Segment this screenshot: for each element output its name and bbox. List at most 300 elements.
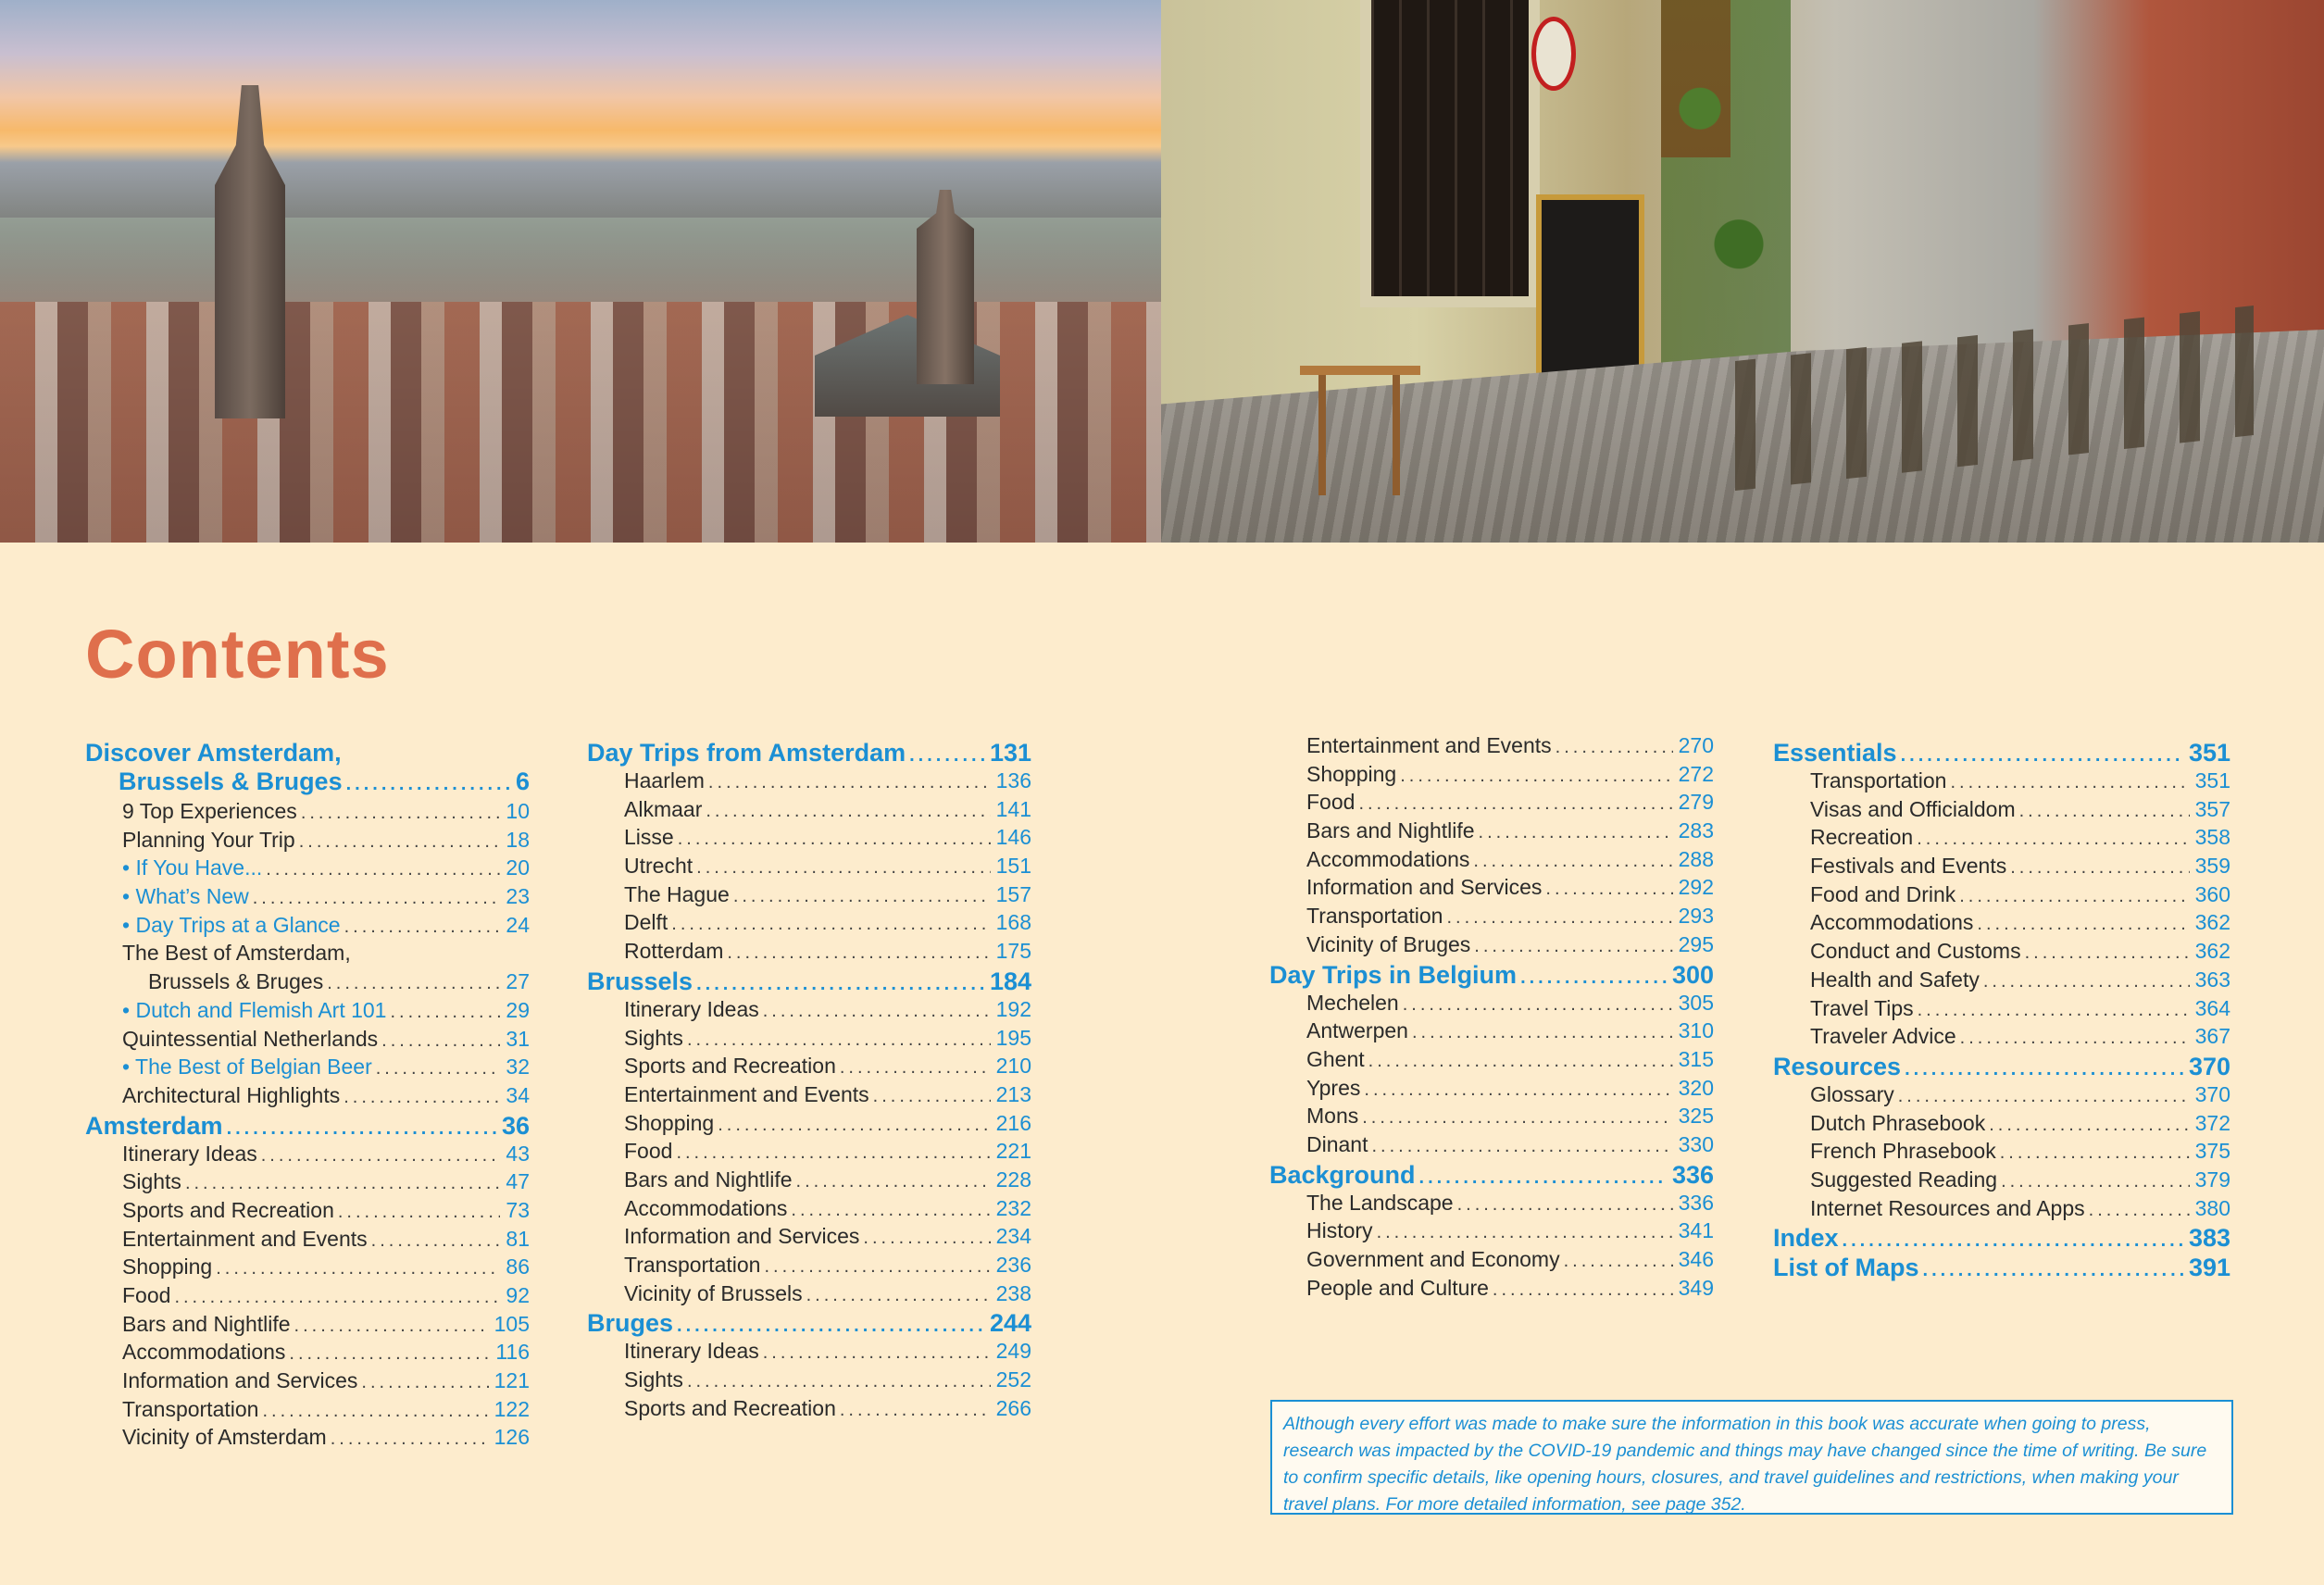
toc-entry[interactable] <box>1269 790 1714 818</box>
toc-entry-label: Alkmaar <box>624 796 703 821</box>
toc-entry-label: Itinerary Ideas <box>122 1141 257 1166</box>
toc-entry-label: Haarlem <box>624 768 705 792</box>
toc-entry[interactable] <box>85 1142 530 1170</box>
toc-entry[interactable] <box>1269 1104 1714 1132</box>
toc-entry-label: • The Best of Belgian Beer <box>122 1055 372 1080</box>
toc-page-number: 31 <box>506 1026 530 1051</box>
toc-entry[interactable] <box>85 941 530 969</box>
toc-entry[interactable] <box>1269 1191 1714 1219</box>
toc-entry-label: Mechelen <box>1306 990 1399 1015</box>
toc-entry-label: Food <box>1306 790 1356 815</box>
toc-page-number: 310 <box>1678 1018 1714 1043</box>
toc-entry-label: 9 Top Experiences <box>122 799 297 823</box>
toc-entry-label: Mons <box>1306 1104 1359 1129</box>
toc-entry[interactable] <box>85 969 530 998</box>
toc-entry-label: Sports and Recreation <box>624 1054 836 1079</box>
toc-entry[interactable] <box>85 1169 530 1198</box>
toc-page-number: 380 <box>2194 1195 2230 1220</box>
toc-page-number: 141 <box>995 796 1031 821</box>
toc-entry[interactable] <box>1269 1218 1714 1247</box>
toc-entry[interactable] <box>85 884 530 913</box>
toc-column-1 <box>85 739 530 1454</box>
toc-leader-dots <box>718 1115 990 1136</box>
toc-entry-label: Planning Your Trip <box>122 827 295 852</box>
toc-entry[interactable] <box>85 799 530 828</box>
toc-entry[interactable] <box>1269 847 1714 876</box>
toc-section-entry[interactable] <box>1773 739 2230 768</box>
photo-city-skyline <box>0 0 1161 543</box>
toc-entry[interactable] <box>85 1283 530 1312</box>
toc-entry[interactable] <box>587 1367 1031 1396</box>
toc-entry[interactable] <box>85 855 530 884</box>
toc-entry-label: Rotterdam <box>624 939 724 964</box>
toc-section-entry[interactable] <box>85 739 530 768</box>
toc-leader-dots <box>1923 1260 2183 1281</box>
toc-entry[interactable] <box>1269 1018 1714 1047</box>
toc-entry[interactable] <box>1773 967 2230 996</box>
toc-page-number: 293 <box>1678 904 1714 929</box>
toc-entry[interactable] <box>85 1055 530 1083</box>
toc-leader-dots <box>174 1287 500 1308</box>
toc-page-number: 216 <box>995 1110 1031 1135</box>
toc-leader-dots <box>708 772 991 793</box>
toc-entry[interactable] <box>85 1027 530 1055</box>
toc-page-number: 151 <box>995 854 1031 879</box>
toc-entry[interactable] <box>587 1253 1031 1281</box>
toc-page-number: 272 <box>1678 761 1714 786</box>
toc-entry-label: Background <box>1269 1160 1416 1189</box>
toc-leader-dots <box>1905 1059 2183 1080</box>
toc-entry[interactable] <box>1773 1024 2230 1053</box>
toc-leader-dots <box>301 803 501 824</box>
toc-entry-label: Transportation <box>624 1253 761 1277</box>
toc-section-entry[interactable] <box>1269 1161 1714 1191</box>
toc-entry[interactable] <box>85 1368 530 1397</box>
toc-entry[interactable] <box>1773 1111 2230 1140</box>
toc-entry[interactable] <box>587 825 1031 854</box>
toc-entry-label: Amsterdam <box>85 1111 223 1140</box>
toc-page-number: 357 <box>2194 796 2230 821</box>
toc-entry[interactable] <box>587 1196 1031 1225</box>
toc-leader-dots <box>331 1429 489 1450</box>
toc-entry-label: Vicinity of Bruges <box>1306 931 1471 956</box>
toc-page-number: 341 <box>1678 1218 1714 1243</box>
toc-page-number: 336 <box>1678 1190 1714 1215</box>
toc-entry-label: History <box>1306 1218 1373 1243</box>
toc-entry[interactable] <box>1773 939 2230 967</box>
toc-leader-dots <box>338 1202 501 1223</box>
toc-entry[interactable] <box>1269 904 1714 932</box>
toc-leader-dots <box>381 1030 500 1052</box>
toc-page-number: 300 <box>1671 960 1714 989</box>
toc-entry-label: Food and Drink <box>1810 881 1956 906</box>
toc-leader-dots <box>909 745 984 767</box>
toc-page-number: 92 <box>506 1283 530 1307</box>
toc-entry-label: Shopping <box>122 1254 213 1279</box>
toc-entry[interactable] <box>587 1139 1031 1167</box>
toc-leader-dots <box>1556 737 1673 758</box>
toc-page-number: 157 <box>995 881 1031 906</box>
toc-entry[interactable] <box>587 997 1031 1026</box>
toc-leader-dots <box>327 973 500 994</box>
toc-leader-dots <box>1918 1000 2190 1021</box>
toc-entry[interactable] <box>587 1054 1031 1082</box>
toc-entry[interactable] <box>587 797 1031 826</box>
toc-page-number: 221 <box>995 1139 1031 1164</box>
toc-leader-dots <box>185 1173 500 1194</box>
toc-entry-label: Information and Services <box>122 1368 358 1393</box>
toc-leader-dots <box>216 1258 500 1279</box>
toc-entry[interactable] <box>1773 882 2230 911</box>
toc-page-number: 270 <box>1678 733 1714 757</box>
toc-entry[interactable] <box>1773 825 2230 854</box>
toc-section-entry[interactable] <box>587 1309 1031 1339</box>
toc-leader-dots <box>1358 793 1672 815</box>
toc-leader-dots <box>2000 1142 2190 1164</box>
toc-page-number: 6 <box>515 768 530 795</box>
toc-page-number: 379 <box>2194 1167 2230 1192</box>
toc-leader-dots <box>727 942 990 964</box>
toc-entry-label: Health and Safety <box>1810 967 1980 992</box>
toc-page-number: 228 <box>995 1167 1031 1192</box>
toc-page-number: 34 <box>506 1082 530 1107</box>
toc-leader-dots <box>1843 1230 2183 1252</box>
toc-leader-dots <box>687 1030 991 1051</box>
toc-page-number: 43 <box>506 1141 530 1166</box>
toc-leader-dots <box>1457 1194 1673 1216</box>
toc-entry[interactable] <box>1269 1047 1714 1076</box>
toc-page-number: 122 <box>494 1396 530 1421</box>
toc-entry[interactable] <box>85 998 530 1027</box>
toc-page-number: 36 <box>501 1111 530 1140</box>
toc-entry-label: Bars and Nightlife <box>1306 818 1475 843</box>
toc-page-number: 358 <box>2194 825 2230 850</box>
toc-entry[interactable] <box>85 1083 530 1112</box>
toc-leader-dots <box>2001 1171 2190 1192</box>
toc-entry-label: Shopping <box>624 1110 715 1135</box>
toc-page-number: 370 <box>2188 1052 2230 1080</box>
toc-leader-dots <box>687 1371 991 1392</box>
toc-page-number: 10 <box>506 799 530 823</box>
toc-leader-dots <box>840 1057 991 1079</box>
toc-entry-label: Day Trips in Belgium <box>1269 960 1518 989</box>
toc-leader-dots <box>294 1316 489 1337</box>
toc-entry-label: Government and Economy <box>1306 1247 1560 1271</box>
toc-entry-label: Information and Services <box>624 1224 860 1249</box>
toc-entry[interactable] <box>587 1082 1031 1111</box>
toc-leader-dots <box>2019 801 2190 822</box>
toc-entry[interactable] <box>587 1111 1031 1140</box>
photo-rooftops <box>0 302 1161 543</box>
photo-bell-tower <box>215 85 285 418</box>
toc-leader-dots <box>1368 1051 1673 1072</box>
toc-page-number: 23 <box>506 884 530 909</box>
toc-entry[interactable] <box>587 910 1031 939</box>
toc-entry-label: Recreation <box>1810 825 1914 850</box>
toc-page-number: 370 <box>2194 1081 2230 1106</box>
toc-page-number: 32 <box>506 1055 530 1080</box>
toc-entry[interactable] <box>587 1167 1031 1196</box>
toc-page-number: 283 <box>1678 818 1714 843</box>
toc-page-number: 105 <box>494 1311 530 1336</box>
toc-entry[interactable] <box>85 1254 530 1283</box>
toc-entry[interactable] <box>1773 1196 2230 1225</box>
toc-page-number: 375 <box>2194 1139 2230 1164</box>
toc-entry-label: Utrecht <box>624 854 693 879</box>
toc-leader-dots <box>678 829 991 850</box>
toc-entry-label: Sports and Recreation <box>624 1395 836 1420</box>
toc-page-number: 210 <box>995 1054 1031 1079</box>
toc-entry-label: Travel Tips <box>1810 995 1914 1020</box>
toc-page-number: 252 <box>995 1367 1031 1392</box>
toc-page-number: 232 <box>995 1195 1031 1220</box>
toc-leader-dots <box>1977 914 2189 935</box>
toc-entry[interactable] <box>85 828 530 856</box>
toc-entry-label: Transportation <box>1306 904 1443 929</box>
toc-leader-dots <box>676 1142 990 1164</box>
toc-section-entry[interactable] <box>1773 1254 2230 1283</box>
toc-entry[interactable] <box>587 1339 1031 1367</box>
toc-leader-dots <box>1362 1107 1672 1129</box>
toc-entry[interactable] <box>1773 768 2230 797</box>
toc-entry[interactable] <box>1269 818 1714 847</box>
toc-entry[interactable] <box>587 854 1031 882</box>
toc-entry-label: The Best of Amsterdam, <box>122 941 351 966</box>
toc-entry[interactable] <box>1773 1167 2230 1196</box>
toc-entry[interactable] <box>85 913 530 942</box>
toc-entry[interactable] <box>587 1281 1031 1310</box>
toc-section-entry[interactable] <box>1773 1224 2230 1254</box>
toc-entry-label: Resources <box>1773 1052 1902 1080</box>
toc-leader-dots <box>253 888 501 909</box>
toc-entry[interactable] <box>85 1198 530 1227</box>
toc-entry-label: Accommodations <box>624 1195 788 1220</box>
toc-leader-dots <box>2025 942 2190 964</box>
toc-page-number: 175 <box>995 939 1031 964</box>
toc-leader-dots <box>1545 879 1672 900</box>
toc-leader-dots <box>806 1285 991 1306</box>
toc-entry[interactable] <box>1773 797 2230 826</box>
toc-leader-dots <box>1989 1115 2189 1136</box>
toc-page-number: 126 <box>494 1425 530 1450</box>
toc-entry[interactable] <box>1269 1076 1714 1105</box>
toc-entry[interactable] <box>1269 991 1714 1019</box>
toc-page-number: 288 <box>1678 846 1714 871</box>
toc-leader-dots <box>289 1343 490 1365</box>
toc-section-entry[interactable] <box>1269 961 1714 991</box>
toc-page-number: 367 <box>2194 1024 2230 1049</box>
toc-leader-dots <box>764 1256 990 1278</box>
toc-entry[interactable] <box>1269 1276 1714 1304</box>
toc-entry-label: Transportation <box>1810 768 1947 792</box>
toc-page-number: 184 <box>989 967 1031 995</box>
toc-entry[interactable] <box>587 768 1031 797</box>
photo-lamp <box>1531 17 1576 91</box>
toc-page-number: 195 <box>995 1025 1031 1050</box>
toc-entry-label: Quintessential Netherlands <box>122 1026 379 1051</box>
toc-page-number: 81 <box>506 1226 530 1251</box>
toc-entry-label: Architectural Highlights <box>122 1082 341 1107</box>
toc-entry-label: Internet Resources and Apps <box>1810 1195 2085 1220</box>
toc-page-number: 73 <box>506 1197 530 1222</box>
toc-page-number: 168 <box>995 910 1031 935</box>
toc-leader-dots <box>1403 994 1673 1016</box>
toc-leader-dots <box>706 801 990 822</box>
toc-leader-dots <box>1901 745 2183 767</box>
toc-entry-label: Traveler Advice <box>1810 1024 1956 1049</box>
toc-page-number: 336 <box>1671 1160 1714 1189</box>
toc-column-2 <box>587 739 1031 1424</box>
toc-page-number: 362 <box>2194 939 2230 964</box>
toc-page-number: 346 <box>1678 1247 1714 1271</box>
toc-leader-dots <box>1917 829 2189 850</box>
toc-entry[interactable] <box>1773 996 2230 1025</box>
toc-entry-label: Bars and Nightlife <box>122 1311 291 1336</box>
toc-leader-dots <box>763 1001 991 1022</box>
toc-entry-label: Essentials <box>1773 739 1897 767</box>
page-title: Contents <box>85 616 390 693</box>
toc-entry-label: Antwerpen <box>1306 1018 1408 1043</box>
toc-section-entry[interactable] <box>587 739 1031 768</box>
toc-entry[interactable] <box>1773 854 2230 882</box>
toc-entry[interactable] <box>1269 733 1714 762</box>
toc-entry[interactable] <box>587 1224 1031 1253</box>
toc-entry-label: Brussels <box>587 967 693 995</box>
toc-entry-label: Accommodations <box>122 1340 286 1365</box>
toc-leader-dots <box>696 857 990 879</box>
toc-leader-dots <box>791 1200 990 1221</box>
toc-entry[interactable] <box>85 1312 530 1341</box>
toc-page-number: 121 <box>494 1368 530 1393</box>
toc-leader-dots <box>1371 1136 1672 1157</box>
toc-page-number: 131 <box>989 739 1031 767</box>
toc-entry-label: List of Maps <box>1773 1254 1919 1282</box>
toc-page-number: 29 <box>506 997 530 1022</box>
toc-leader-dots <box>1473 851 1672 872</box>
toc-entry-label: The Hague <box>624 881 730 906</box>
toc-page-number: 292 <box>1678 875 1714 900</box>
toc-entry[interactable] <box>1773 910 2230 939</box>
toc-leader-dots <box>696 974 984 995</box>
toc-entry-label: Food <box>624 1139 673 1164</box>
toc-leader-dots <box>1419 1167 1667 1189</box>
toc-entry-label: Transportation <box>122 1396 259 1421</box>
toc-entry-label: Accommodations <box>1306 846 1470 871</box>
toc-entry-label: Conduct and Customs <box>1810 939 2021 964</box>
toc-section-entry[interactable] <box>587 967 1031 997</box>
toc-leader-dots <box>733 886 991 907</box>
toc-leader-dots <box>266 859 500 880</box>
toc-entry[interactable] <box>1269 1247 1714 1276</box>
toc-entry[interactable] <box>587 1026 1031 1055</box>
toc-entry-label: Sports and Recreation <box>122 1197 334 1222</box>
toc-leader-dots <box>1474 936 1672 957</box>
toc-entry[interactable] <box>1269 875 1714 904</box>
toc-entry-label: Shopping <box>1306 761 1397 786</box>
photo-cafe-street <box>1161 0 2324 543</box>
toc-leader-dots <box>371 1230 501 1252</box>
toc-entry-label: The Landscape <box>1306 1190 1454 1215</box>
toc-page-number: 315 <box>1678 1046 1714 1071</box>
toc-page-number: 20 <box>506 855 530 880</box>
toc-leader-dots <box>1959 886 2189 907</box>
toc-entry[interactable] <box>1269 1132 1714 1161</box>
toc-entry-label: Lisse <box>624 825 674 850</box>
toc-entry-label: Visas and Officialdom <box>1810 796 2016 821</box>
toc-entry-label: French Phrasebook <box>1810 1139 1996 1164</box>
toc-leader-dots <box>1493 1279 1673 1301</box>
toc-entry[interactable] <box>85 1397 530 1426</box>
toc-entry[interactable] <box>85 1227 530 1255</box>
toc-leader-dots <box>390 1002 500 1023</box>
toc-entry[interactable] <box>1773 1082 2230 1111</box>
toc-page-number: 372 <box>2194 1110 2230 1135</box>
toc-entry[interactable] <box>85 1340 530 1368</box>
toc-entry-label: Sights <box>122 1169 181 1194</box>
toc-page-number: 360 <box>2194 881 2230 906</box>
toc-section-entry[interactable] <box>85 1112 530 1142</box>
toc-leader-dots <box>2089 1200 2190 1221</box>
toc-entry-label: Discover Amsterdam, <box>85 739 342 767</box>
toc-entry[interactable] <box>587 882 1031 911</box>
toc-entry[interactable] <box>587 939 1031 967</box>
toc-leader-dots <box>863 1228 990 1249</box>
toc-leader-dots <box>1412 1022 1673 1043</box>
toc-entry-label: Sights <box>624 1367 683 1392</box>
toc-leader-dots <box>344 1087 500 1108</box>
toc-entry-label: Itinerary Ideas <box>624 996 759 1021</box>
toc-section-entry[interactable] <box>85 768 530 799</box>
toc-entry-label: Vicinity of Brussels <box>624 1280 803 1305</box>
toc-page-number: 192 <box>995 996 1031 1021</box>
toc-entry[interactable] <box>85 1425 530 1454</box>
toc-page-number: 249 <box>995 1339 1031 1364</box>
toc-page-number: 18 <box>506 827 530 852</box>
toc-page-number: 391 <box>2188 1254 2230 1282</box>
toc-entry[interactable] <box>1269 932 1714 961</box>
toc-leader-dots <box>1950 772 2189 793</box>
toc-leader-dots <box>1520 967 1667 989</box>
toc-page-number: 363 <box>2194 967 2230 992</box>
toc-page-number: 238 <box>995 1280 1031 1305</box>
toc-entry-label: Day Trips from Amsterdam <box>587 739 906 767</box>
toc-entry-label: Ypres <box>1306 1075 1361 1100</box>
toc-entry-label: Delft <box>624 910 668 935</box>
toc-leader-dots <box>873 1086 991 1107</box>
toc-page-number: 305 <box>1678 990 1714 1015</box>
photo-window <box>1360 0 1540 307</box>
toc-leader-dots <box>1364 1080 1672 1101</box>
toc-entry-label: Entertainment and Events <box>624 1081 869 1106</box>
toc-entry-label: People and Culture <box>1306 1275 1489 1300</box>
toc-page-number: 351 <box>2194 768 2230 792</box>
toc-leader-dots <box>1564 1251 1673 1272</box>
toc-entry[interactable] <box>1773 1139 2230 1167</box>
toc-entry[interactable] <box>587 1396 1031 1425</box>
toc-leader-dots <box>671 914 990 935</box>
toc-entry[interactable] <box>1269 762 1714 791</box>
toc-page-number: 362 <box>2194 910 2230 935</box>
toc-entry-label: Dinant <box>1306 1131 1368 1156</box>
toc-page-number: 146 <box>995 825 1031 850</box>
toc-leader-dots <box>1377 1222 1673 1243</box>
toc-page-number: 234 <box>995 1224 1031 1249</box>
toc-page-number: 266 <box>995 1395 1031 1420</box>
toc-entry-label: Accommodations <box>1810 910 1974 935</box>
toc-section-entry[interactable] <box>1773 1053 2230 1082</box>
toc-entry-label: Food <box>122 1283 171 1307</box>
toc-entry-label: Sights <box>624 1025 683 1050</box>
